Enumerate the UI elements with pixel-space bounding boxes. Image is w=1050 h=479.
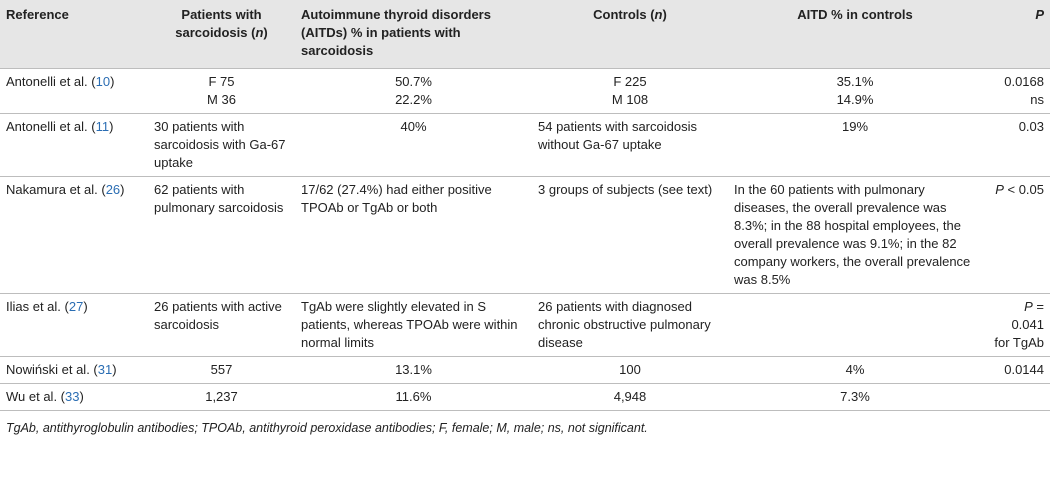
cell-aitd: 13.1% [395, 362, 432, 377]
header-reference: Reference [6, 7, 69, 22]
header-row [0, 0, 1050, 69]
table-row [0, 357, 1050, 384]
table-footnote: TgAb, antithyroglobulin antibodies; TPOAb, antithyroid peroxidase antibodies; F, female; M, male; ns, not significant. [6, 421, 648, 435]
cell-aitd: 40% [400, 119, 427, 134]
cell-aitd: 50.7% 22.2% [395, 74, 432, 107]
cell-controls: 4,948 [613, 389, 647, 404]
reference-link[interactable]: 33 [65, 389, 80, 404]
cell-aitd-controls: 4% [845, 362, 865, 377]
cell-aitd: TgAb were slightly elevated in S patients, whereas TPOAb were within normal limits [301, 299, 518, 350]
table-row [0, 177, 1050, 294]
cell-patients: F 75 M 36 [207, 74, 236, 107]
cell-aitd: 11.6% [395, 389, 432, 404]
cell-aitd-controls [728, 294, 982, 357]
reference-link[interactable]: 10 [95, 74, 111, 89]
header-patients: Patients with sarcoidosis (n) [175, 7, 268, 40]
cell-p: 0.0144 [1004, 362, 1044, 377]
cell-patients: 26 patients with active sarcoidosis [154, 299, 282, 332]
cell-controls: 3 groups of subjects (see text) [538, 182, 713, 197]
header-p: P [1035, 7, 1044, 22]
cell-reference: Ilias et al. (27) [6, 299, 88, 314]
cell-reference: Nakamura et al. (26) [6, 182, 125, 197]
cell-reference: Wu et al. (33) [6, 389, 84, 404]
cell-aitd-controls: 35.1% 14.9% [836, 74, 874, 107]
reference-link[interactable]: 11 [95, 119, 110, 134]
cell-aitd-controls: In the 60 patients with pulmonary diseases, the overall prevalence was 8.3%; in the 88 hospital employees, the overall prevalence was 9.1%; in the 82 company workers, the overall prevalence was 8.5% [734, 182, 971, 287]
cell-reference: Antonelli et al. (11) [6, 119, 114, 134]
cell-p [982, 384, 1050, 411]
cell-reference: Nowiński et al. (31) [6, 362, 117, 377]
header-controls: Controls (n) [593, 7, 667, 22]
cell-aitd-controls: 7.3% [840, 389, 870, 404]
cell-p: 0.03 [1018, 119, 1044, 134]
table-row [0, 294, 1050, 357]
cell-p: P = 0.041 for TgAb [994, 299, 1044, 350]
cell-patients: 62 patients with pulmonary sarcoidosis [154, 182, 284, 215]
cell-reference: Antonelli et al. (10) [6, 74, 115, 89]
cell-controls: 26 patients with diagnosed chronic obstructive pulmonary disease [538, 299, 711, 350]
cell-controls: 100 [619, 362, 641, 377]
cell-p: 0.0168 ns [1004, 74, 1044, 107]
reference-link[interactable]: 31 [97, 362, 113, 377]
header-aitd-patients: Autoimmune thyroid disorders (AITDs) % in patients with sarcoidosis [301, 7, 491, 58]
reference-link[interactable]: 26 [105, 182, 121, 197]
table-row [0, 114, 1050, 177]
cell-p: P < 0.05 [995, 182, 1044, 197]
cell-controls: 54 patients with sarcoidosis without Ga-67 uptake [538, 119, 697, 152]
cell-patients: 557 [210, 362, 233, 377]
cell-patients: 30 patients with sarcoidosis with Ga-67 uptake [154, 119, 286, 170]
header-aitd-controls: AITD % in controls [797, 7, 913, 22]
cell-aitd: 17/62 (27.4%) had either positive TPOAb or TgAb or both [301, 182, 492, 215]
reference-link[interactable]: 27 [68, 299, 84, 314]
cell-controls: F 225 M 108 [611, 74, 649, 107]
cell-patients: 1,237 [205, 389, 238, 404]
cell-aitd-controls: 19% [841, 119, 869, 134]
table-row [0, 384, 1050, 411]
table-row [0, 69, 1050, 114]
